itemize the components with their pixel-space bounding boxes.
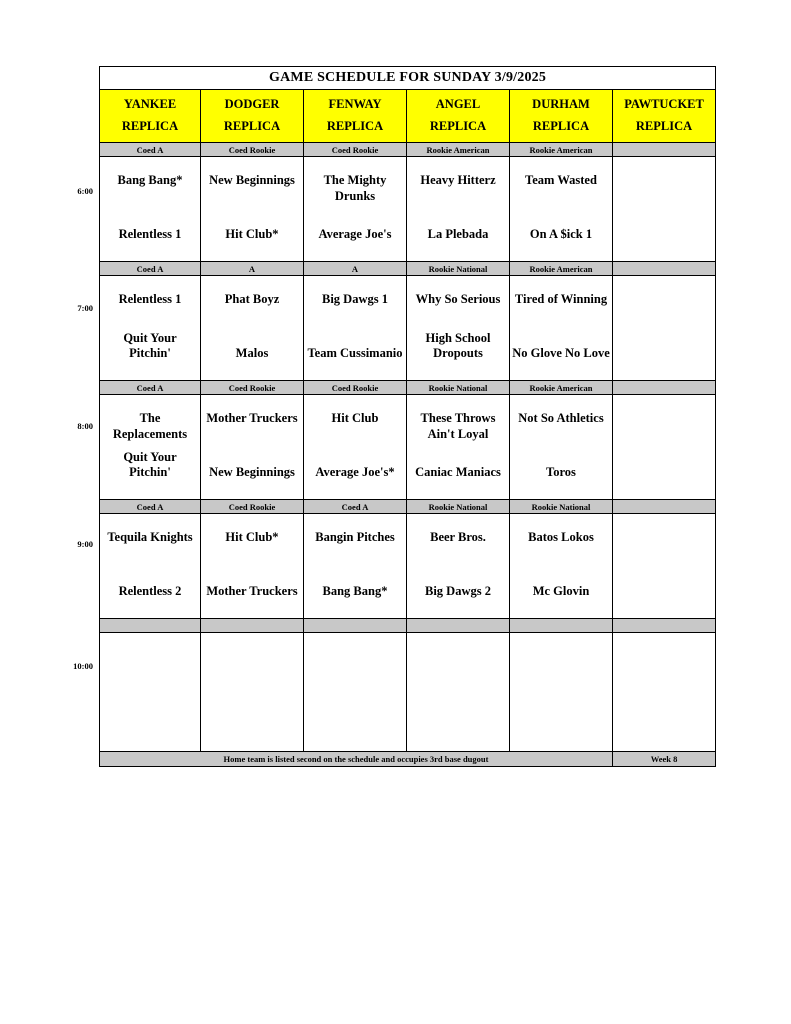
games-row-7 [100, 276, 716, 381]
away-team: The Mighty Drunks [323, 173, 387, 203]
away-team: Team Wasted [525, 173, 597, 187]
division-cell: Rookie American [510, 262, 613, 276]
away-team: Hit Club* [225, 530, 279, 544]
away-team: Not So Athletics [518, 411, 604, 425]
game-cell [201, 276, 304, 381]
division-cell [613, 381, 716, 395]
away-team: Tequila Knights [107, 530, 193, 544]
division-cell [100, 619, 201, 633]
field-header-angel [407, 90, 510, 143]
game-cell [407, 276, 510, 381]
home-team: Hit Club* [225, 227, 279, 242]
time-gutter [0, 0, 99, 1024]
games-row-9 [100, 514, 716, 619]
division-row-7 [100, 262, 716, 276]
division-cell: A [304, 262, 407, 276]
field-name-line1: DODGER [224, 97, 280, 112]
division-cell: Rookie National [407, 381, 510, 395]
division-cell: A [201, 262, 304, 276]
week-label: Week 8 [613, 752, 716, 767]
division-cell: Coed Rookie [304, 381, 407, 395]
time-label-8: 8:00 [77, 421, 93, 431]
field-header-durham [510, 90, 613, 143]
away-team: Tired of Winning [514, 292, 608, 306]
home-team: On A $ick 1 [529, 227, 593, 242]
game-cell [407, 514, 510, 619]
game-cell [100, 395, 201, 500]
game-cell [407, 157, 510, 262]
game-cell [100, 633, 201, 752]
division-cell: Coed Rookie [201, 381, 304, 395]
game-cell [613, 395, 716, 500]
division-row-10 [100, 619, 716, 633]
game-cell [613, 157, 716, 262]
division-cell: Rookie American [510, 381, 613, 395]
division-cell: Rookie National [510, 500, 613, 514]
home-team: Quit Your Pitchin' [123, 330, 177, 361]
schedule-footer-row [100, 752, 716, 767]
games-row-10 [100, 633, 716, 752]
game-cell [510, 514, 613, 619]
schedule-table-container [99, 66, 715, 767]
field-name-line2: REPLICA [326, 119, 384, 133]
away-team: Mother Truckers [206, 411, 298, 425]
away-team: Bangin Pitches [315, 530, 395, 544]
game-cell [304, 157, 407, 262]
division-cell: Rookie American [407, 143, 510, 157]
away-team: The Replacements [112, 411, 188, 441]
division-row-9 [100, 500, 716, 514]
division-cell [510, 619, 613, 633]
division-row-8 [100, 381, 716, 395]
field-name-line2: REPLICA [121, 119, 179, 133]
division-cell: Coed A [100, 381, 201, 395]
home-team: New Beginnings [209, 465, 295, 480]
game-cell [304, 395, 407, 500]
division-cell: Coed Rookie [304, 143, 407, 157]
field-name-line2: REPLICA [635, 119, 693, 133]
away-team: Phat Boyz [224, 292, 280, 306]
game-cell [613, 633, 716, 752]
away-team: Big Dawgs 1 [322, 292, 388, 306]
away-team: New Beginnings [209, 173, 295, 187]
game-cell [613, 514, 716, 619]
field-name-line1: FENWAY [328, 97, 382, 112]
home-team: Big Dawgs 2 [425, 584, 491, 599]
division-cell: Coed A [100, 500, 201, 514]
game-cell [304, 514, 407, 619]
home-team: Relentless 2 [118, 584, 182, 599]
away-team: Batos Lokos [528, 530, 594, 544]
division-cell [613, 500, 716, 514]
field-name-line2: REPLICA [223, 119, 281, 133]
game-cell [510, 633, 613, 752]
game-cell [613, 276, 716, 381]
field-name-line1: DURHAM [532, 97, 590, 112]
game-cell [510, 276, 613, 381]
field-header-row [100, 90, 716, 143]
game-cell [510, 157, 613, 262]
game-cell [304, 633, 407, 752]
home-team: Mother Truckers [206, 584, 298, 599]
away-team: Hit Club [331, 411, 379, 425]
game-cell [100, 157, 201, 262]
games-row-6 [100, 157, 716, 262]
field-name-line2: REPLICA [429, 119, 487, 133]
field-name-line1: ANGEL [435, 97, 481, 112]
division-row-6 [100, 143, 716, 157]
footer-note: Home team is listed second on the schedule and occupies 3rd base dugout [100, 752, 613, 767]
home-team: No Glove No Love [512, 346, 610, 361]
away-team: Beer Bros. [430, 530, 486, 544]
field-name-line2: REPLICA [532, 119, 590, 133]
game-cell [510, 395, 613, 500]
games-row-8 [100, 395, 716, 500]
division-cell: Coed A [304, 500, 407, 514]
home-team: Relentless 1 [118, 227, 182, 242]
game-cell [201, 395, 304, 500]
away-team: Heavy Hitterz [420, 173, 496, 187]
home-team: Quit Your Pitchin' [123, 449, 177, 480]
home-team: Average Joe's* [315, 465, 395, 480]
game-cell [201, 633, 304, 752]
time-label-10: 10:00 [73, 661, 93, 671]
game-cell [304, 276, 407, 381]
division-cell: Rookie National [407, 500, 510, 514]
page-title: GAME SCHEDULE FOR SUNDAY 3/9/2025 [100, 67, 716, 90]
division-cell [613, 262, 716, 276]
field-name-line1: YANKEE [123, 97, 177, 112]
home-team: Bang Bang* [322, 584, 388, 599]
away-team: Relentless 1 [118, 292, 182, 306]
game-cell [100, 276, 201, 381]
time-label-9: 9:00 [77, 539, 93, 549]
home-team: Team Cussimanio [307, 346, 403, 361]
division-cell [613, 143, 716, 157]
field-header-pawtucket [613, 90, 716, 143]
game-cell [201, 157, 304, 262]
time-label-6: 6:00 [77, 186, 93, 196]
division-cell [201, 619, 304, 633]
home-team: Caniac Maniacs [415, 465, 501, 480]
field-name-line1: PAWTUCKET [624, 97, 704, 112]
field-header-dodger [201, 90, 304, 143]
home-team: Average Joe's [318, 227, 392, 242]
division-cell [304, 619, 407, 633]
home-team: La Plebada [427, 227, 489, 242]
away-team: Bang Bang* [117, 173, 183, 187]
away-team: These Throws Ain't Loyal [420, 411, 496, 441]
game-cell [201, 514, 304, 619]
field-header-fenway [304, 90, 407, 143]
home-team: High School Dropouts [425, 330, 491, 361]
division-cell: Coed Rookie [201, 143, 304, 157]
division-cell: Coed Rookie [201, 500, 304, 514]
away-team: Why So Serious [415, 292, 501, 306]
home-team: Toros [546, 465, 576, 480]
home-team: Mc Glovin [532, 584, 590, 599]
field-header-yankee [100, 90, 201, 143]
game-cell [100, 514, 201, 619]
game-cell [407, 633, 510, 752]
division-cell: Rookie National [407, 262, 510, 276]
division-cell [613, 619, 716, 633]
schedule-title-row [100, 67, 716, 90]
home-team: Malos [235, 346, 269, 361]
division-cell: Rookie American [510, 143, 613, 157]
time-label-7: 7:00 [77, 303, 93, 313]
division-cell: Coed A [100, 262, 201, 276]
game-cell [407, 395, 510, 500]
division-cell: Coed A [100, 143, 201, 157]
game-schedule-table [99, 66, 716, 767]
division-cell [407, 619, 510, 633]
